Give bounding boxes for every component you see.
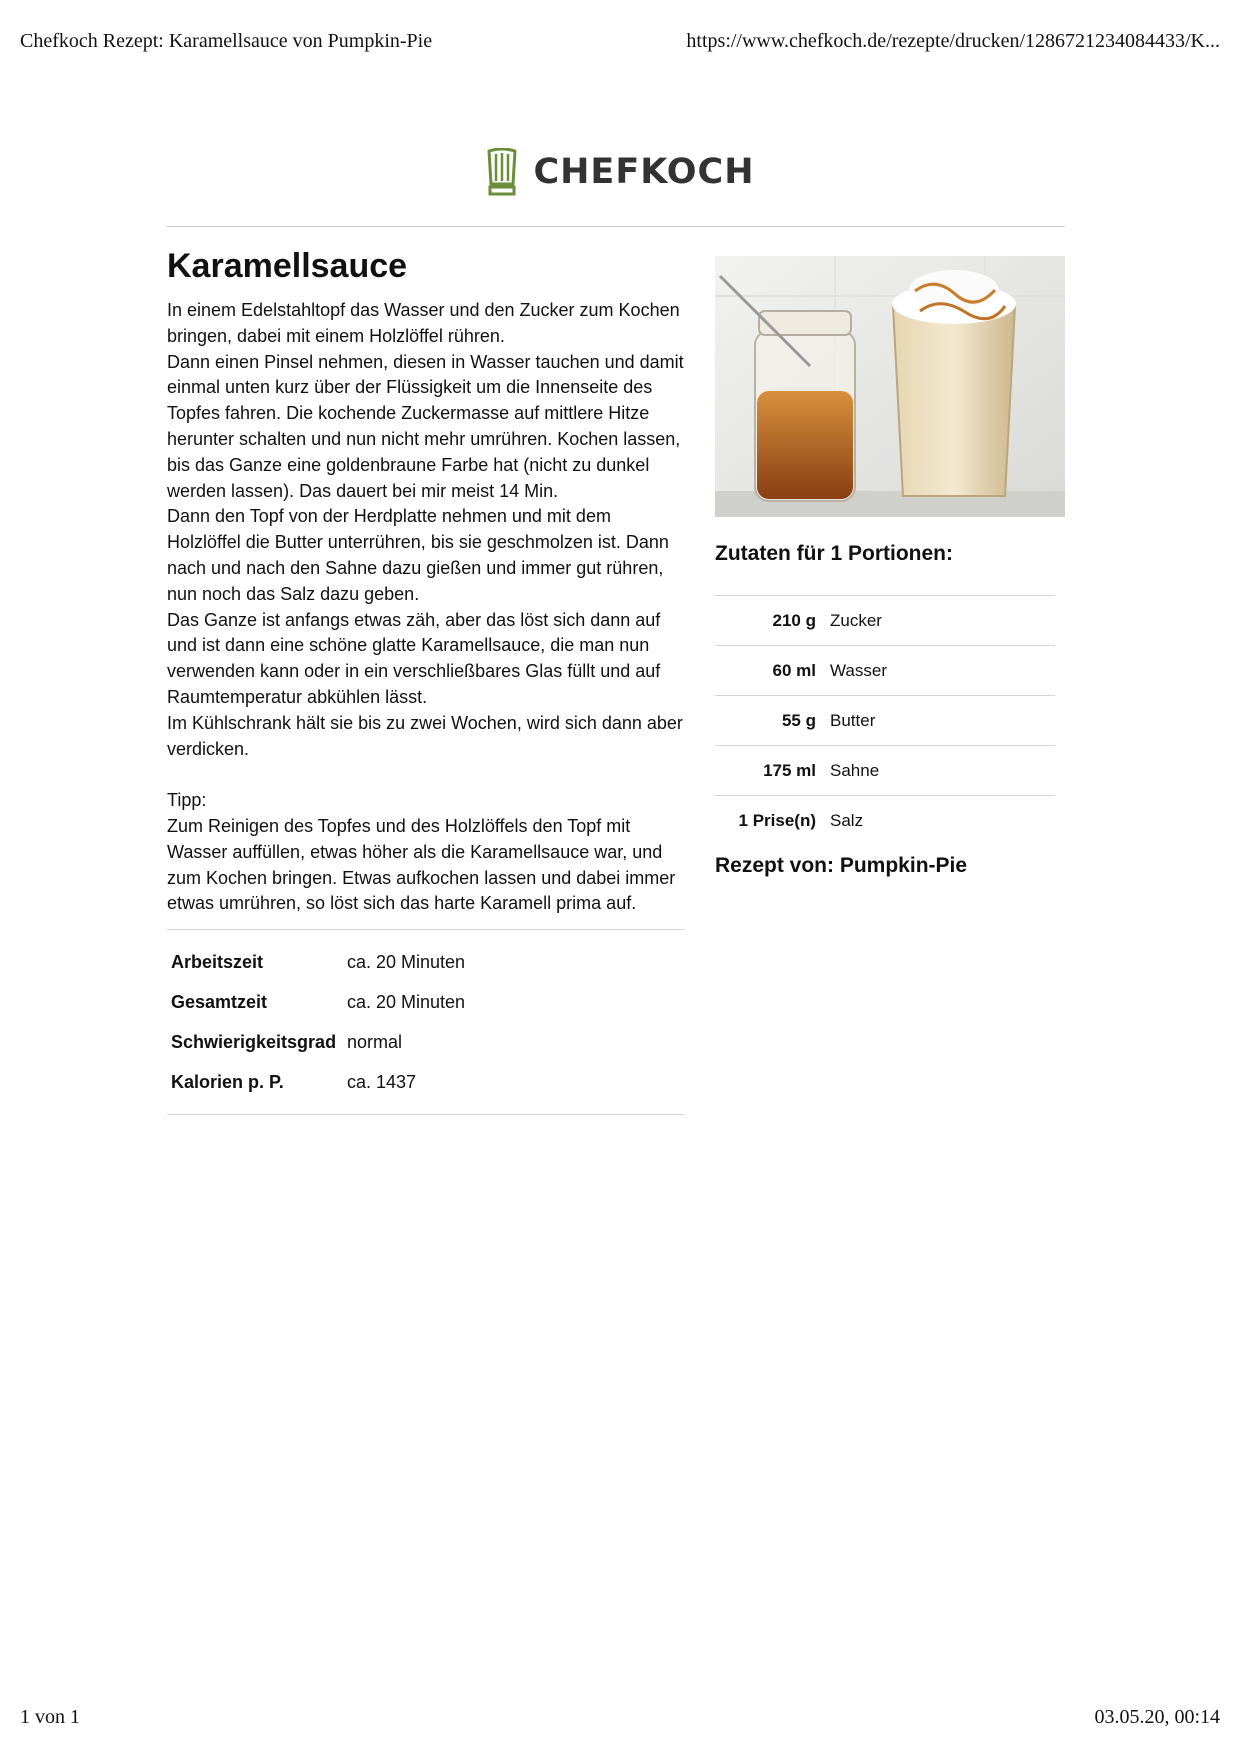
ingredient-name: Wasser bbox=[830, 660, 887, 680]
ingredient-row bbox=[715, 646, 1055, 696]
header-divider bbox=[166, 226, 1065, 227]
fact-label: Schwierigkeitsgrad bbox=[171, 1031, 337, 1052]
print-title: Chefkoch Rezept: Karamellsauce von Pumpkin-Pie bbox=[20, 30, 433, 52]
fact-row-schwierigkeitsgrad bbox=[171, 1022, 685, 1062]
fact-label: Kalorien p. P. bbox=[171, 1071, 284, 1092]
fact-label: Arbeitszeit bbox=[171, 951, 264, 972]
ingredient-row bbox=[715, 796, 1055, 845]
ingredient-row bbox=[715, 596, 1055, 646]
recipe-instructions: In einem Edelstahltopf das Wasser und den Zucker zum Kochen bringen, dabei mit einem Holzlöffel rühren. Dann einen Pinsel nehmen, diesen in Wasser tauchen und damit einmal unten kurz über der Flüssigkeit um die Innenseite des Topfes fahren. Die kochende Zuckermasse auf mittlere Hitze herunter schalten und nun nicht mehr umrühren. Kochen lassen, bis das Ganze eine goldenbraune Farbe hat (nicht zu dunkel werden lassen). Das dauert bei mir meist 14 Min. Dann den Topf von der Herdplatte nehmen und mit dem Holzlöffel die Butter unterrühren, bis sie geschmolzen ist. Dann nach und nach den Sahne dazu gießen und immer gut rühren, nun noch das Salz dazu geben. Das Ganze ist anfangs etwas zäh, aber das löst sich dann auf und ist dann eine schöne glatte Karamellsauce, die man nun verwenden kann oder in ein verschließbares Glas füllt und auf Raumtemperatur abkühlen lässt. Im Kühlschrank hält sie bis zu zwei Wochen, wird sich dann aber verdicken. Tipp: Zum Reinigen des Topfes und des Holzlöffels den Topf mit Wasser auffüllen, etwas höher als die Karamellsauce war, und zum Kochen bringen. Etwas aufkochen lassen und dabei immer etwas umrühren, so löst sich das harte Karamell prima auf. bbox=[167, 300, 684, 914]
chef-hat-icon bbox=[485, 148, 519, 196]
ingredient-name: Butter bbox=[830, 710, 876, 730]
ingredient-name: Zucker bbox=[830, 610, 882, 630]
print-footer bbox=[20, 1706, 1220, 1729]
ingredient-amount: 210 g bbox=[772, 610, 816, 630]
fact-row-kalorien bbox=[171, 1062, 685, 1102]
ingredient-amount: 1 Prise(n) bbox=[738, 810, 816, 830]
print-header bbox=[20, 30, 1220, 53]
ingredient-name: Salz bbox=[830, 810, 864, 830]
page-count: 1 von 1 bbox=[20, 1706, 80, 1728]
print-datetime: 03.05.20, 00:14 bbox=[1094, 1706, 1220, 1728]
chefkoch-logo[interactable] bbox=[0, 148, 1240, 196]
ingredient-row bbox=[715, 696, 1055, 746]
recipe-title: Karamellsauce bbox=[167, 247, 408, 285]
fact-value: ca. 20 Minuten bbox=[347, 951, 466, 972]
ingredient-row bbox=[715, 746, 1055, 796]
ingredient-name: Sahne bbox=[830, 760, 880, 780]
caramel-jar-photo-illustration bbox=[715, 256, 1065, 517]
recipe-author: Rezept von: Pumpkin-Pie bbox=[715, 854, 968, 877]
fact-value: ca. 1437 bbox=[347, 1071, 417, 1092]
ingredients-table bbox=[715, 595, 1055, 845]
ingredient-amount: 175 ml bbox=[763, 760, 816, 780]
recipe-main bbox=[167, 246, 685, 1115]
recipe-sidebar bbox=[715, 256, 1055, 878]
fact-value: ca. 20 Minuten bbox=[347, 991, 466, 1012]
recipe-facts bbox=[167, 929, 685, 1115]
fact-value: normal bbox=[347, 1031, 403, 1052]
fact-row-gesamtzeit bbox=[171, 982, 685, 1022]
fact-row-arbeitszeit bbox=[171, 942, 685, 982]
ingredients-title: Zutaten für 1 Portionen: bbox=[715, 542, 953, 565]
print-url[interactable]: https://www.chefkoch.de/rezepte/drucken/1286721234084433/K... bbox=[686, 30, 1220, 52]
logo-text: CHEFKOCH bbox=[533, 152, 755, 192]
ingredient-amount: 55 g bbox=[781, 710, 816, 730]
recipe-photo bbox=[715, 256, 1065, 517]
ingredient-amount: 60 ml bbox=[772, 660, 816, 680]
fact-label: Gesamtzeit bbox=[171, 991, 268, 1012]
